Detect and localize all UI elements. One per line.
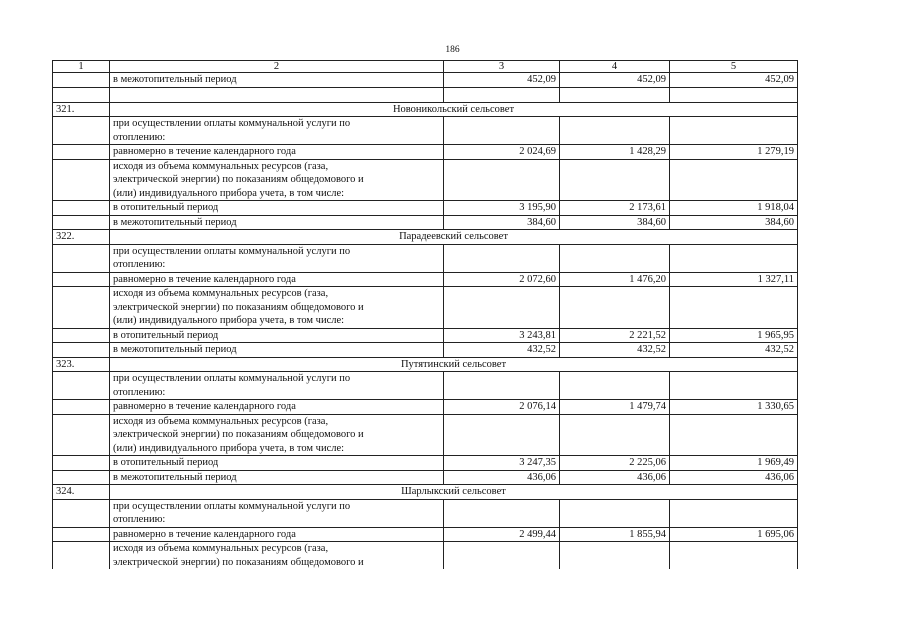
value-cell: 2 076,14 bbox=[444, 400, 560, 415]
value-cell: 2 072,60 bbox=[444, 272, 560, 287]
row-label: в межотопительный период bbox=[110, 73, 444, 88]
table-row bbox=[53, 414, 798, 456]
row-label: равномерно в течение календарного года bbox=[110, 527, 444, 542]
column-header-row bbox=[53, 61, 798, 73]
section-title: Новоникольский сельсовет bbox=[110, 102, 798, 117]
section-title: Путятинский сельсовет bbox=[110, 357, 798, 372]
section-number: 323. bbox=[53, 357, 110, 372]
value-cell: 436,06 bbox=[560, 470, 670, 485]
section-number: 321. bbox=[53, 102, 110, 117]
row-label: в отопительный период bbox=[110, 201, 444, 216]
value-cell: 432,52 bbox=[560, 343, 670, 358]
spacer-row bbox=[53, 87, 798, 102]
table-row bbox=[53, 145, 798, 160]
table-row bbox=[53, 400, 798, 415]
value-cell: 432,52 bbox=[444, 343, 560, 358]
value-cell: 1 476,20 bbox=[560, 272, 670, 287]
value-cell: 1 327,11 bbox=[670, 272, 798, 287]
value-cell: 3 247,35 bbox=[444, 456, 560, 471]
value-cell: 1 428,29 bbox=[560, 145, 670, 160]
row-label: в межотопительный период bbox=[110, 343, 444, 358]
row-label: исходя из объема коммунальных ресурсов (газа, электрической энергии) по показаниям общедомового и (или) индивидуального прибора учета, в том числе: bbox=[110, 287, 444, 329]
section-header-row bbox=[53, 485, 798, 500]
table-row bbox=[53, 73, 798, 88]
table-row bbox=[53, 328, 798, 343]
value-cell: 1 279,19 bbox=[670, 145, 798, 160]
section-title: Парадеевский сельсовет bbox=[110, 230, 798, 245]
column-header: 1 bbox=[53, 61, 110, 73]
row-label: равномерно в течение календарного года bbox=[110, 400, 444, 415]
table-row bbox=[53, 272, 798, 287]
value-cell: 384,60 bbox=[560, 215, 670, 230]
value-cell: 436,06 bbox=[444, 470, 560, 485]
table-row bbox=[53, 527, 798, 542]
column-header: 4 bbox=[560, 61, 670, 73]
table-row bbox=[53, 542, 798, 570]
value-cell: 1 855,94 bbox=[560, 527, 670, 542]
value-cell: 1 918,04 bbox=[670, 201, 798, 216]
table-row bbox=[53, 159, 798, 201]
section-number: 324. bbox=[53, 485, 110, 500]
row-label: при осуществлении оплаты коммунальной услуги по отоплению: bbox=[110, 244, 444, 272]
column-header: 3 bbox=[444, 61, 560, 73]
table-row bbox=[53, 499, 798, 527]
value-cell: 2 024,69 bbox=[444, 145, 560, 160]
row-label: при осуществлении оплаты коммунальной услуги по отоплению: bbox=[110, 117, 444, 145]
value-cell: 3 243,81 bbox=[444, 328, 560, 343]
table-row bbox=[53, 372, 798, 400]
tariff-table bbox=[52, 60, 798, 569]
value-cell: 452,09 bbox=[560, 73, 670, 88]
value-cell: 2 173,61 bbox=[560, 201, 670, 216]
page-number: 186 bbox=[445, 45, 460, 55]
value-cell: 452,09 bbox=[444, 73, 560, 88]
row-label: в отопительный период bbox=[110, 328, 444, 343]
row-label: равномерно в течение календарного года bbox=[110, 145, 444, 160]
section-header-row bbox=[53, 102, 798, 117]
value-cell: 1 695,06 bbox=[670, 527, 798, 542]
row-label: в межотопительный период bbox=[110, 215, 444, 230]
row-label: при осуществлении оплаты коммунальной услуги по отоплению: bbox=[110, 499, 444, 527]
table-row bbox=[53, 117, 798, 145]
table-row bbox=[53, 244, 798, 272]
value-cell: 3 195,90 bbox=[444, 201, 560, 216]
table-row bbox=[53, 470, 798, 485]
section-title: Шарлыкский сельсовет bbox=[110, 485, 798, 500]
row-label: исходя из объема коммунальных ресурсов (газа, электрической энергии) по показаниям общедомового и bbox=[110, 542, 444, 570]
section-number: 322. bbox=[53, 230, 110, 245]
table-row bbox=[53, 287, 798, 329]
value-cell: 384,60 bbox=[444, 215, 560, 230]
table-row bbox=[53, 343, 798, 358]
column-header: 2 bbox=[110, 61, 444, 73]
column-header: 5 bbox=[670, 61, 798, 73]
value-cell: 2 225,06 bbox=[560, 456, 670, 471]
section-header-row bbox=[53, 230, 798, 245]
value-cell: 2 221,52 bbox=[560, 328, 670, 343]
row-label: равномерно в течение календарного года bbox=[110, 272, 444, 287]
row-label: исходя из объема коммунальных ресурсов (газа, электрической энергии) по показаниям общедомового и (или) индивидуального прибора учета, в том числе: bbox=[110, 159, 444, 201]
value-cell: 1 965,95 bbox=[670, 328, 798, 343]
value-cell: 1 479,74 bbox=[560, 400, 670, 415]
table-row bbox=[53, 215, 798, 230]
value-cell: 432,52 bbox=[670, 343, 798, 358]
row-label: в отопительный период bbox=[110, 456, 444, 471]
value-cell: 384,60 bbox=[670, 215, 798, 230]
row-label: исходя из объема коммунальных ресурсов (газа, электрической энергии) по показаниям общедомового и (или) индивидуального прибора учета, в том числе: bbox=[110, 414, 444, 456]
row-label: в межотопительный период bbox=[110, 470, 444, 485]
table-row bbox=[53, 456, 798, 471]
value-cell: 2 499,44 bbox=[444, 527, 560, 542]
section-header-row bbox=[53, 357, 798, 372]
value-cell: 1 330,65 bbox=[670, 400, 798, 415]
value-cell: 1 969,49 bbox=[670, 456, 798, 471]
row-label: при осуществлении оплаты коммунальной услуги по отоплению: bbox=[110, 372, 444, 400]
value-cell: 436,06 bbox=[670, 470, 798, 485]
table-row bbox=[53, 201, 798, 216]
value-cell: 452,09 bbox=[670, 73, 798, 88]
